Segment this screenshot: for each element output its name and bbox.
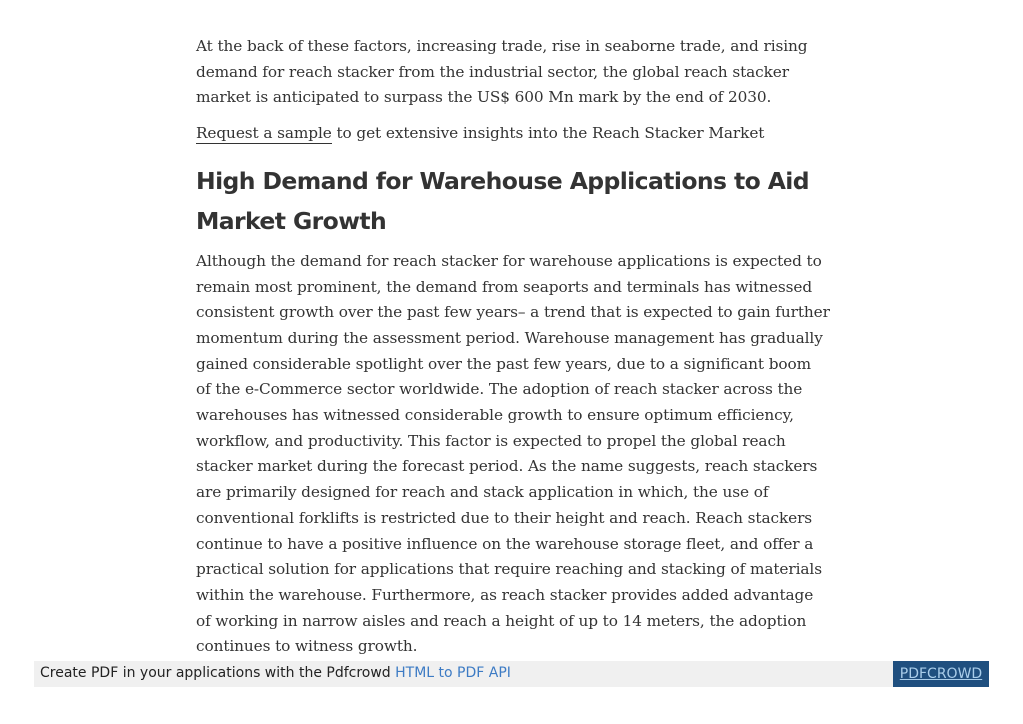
article — [196, 34, 830, 660]
pdfcrowd-badge[interactable]: PDFCROWD — [893, 661, 989, 687]
footer-label: Create PDF in your applications with the Pdfcrowd — [40, 665, 396, 681]
html-to-pdf-api-link[interactable]: HTML to PDF API — [395, 665, 511, 681]
section-heading: High Demand for Warehouse Applications to Aid Market Growth — [196, 166, 809, 235]
body-paragraph: Although the demand for reach stacker for warehouse applications is expected to remain most prominent, the demand from seaports and terminals has witnessed consistent growth over the past few years– a trend that is expected to gain further momentum during the assessment period. Warehouse management has gradually gained considerable spotlight over the past few years, due to a significant boom of the e-Commerce sector worldwide. The adoption of reach stacker across the warehouses has witnessed considerable growth to ensure optimum efficiency, workflow, and productivity. This factor is expected to propel the global reach stacker market during the forecast period. As the name suggests, reach stackers are primarily designed for reach and stack application in which, the use of conventional forklifts is restricted due to their height and reach. Reach stackers continue to have a positive influence on the warehouse storage fleet, and offer a practical solution for applications that require reaching and stacking of materials within the warehouse. Furthermore, as reach stacker provides added advantage of working in narrow aisles and reach a height of up to 14 meters, the adoption continues to witness growth. — [196, 251, 830, 656]
intro-paragraph: At the back of these factors, increasing trade, rise in seaborne trade, and rising demand for reach stacker from the industrial sector, the global reach stacker market is anticipated to surpass the US$ 600 Mn mark by the end of 2030. — [196, 37, 808, 107]
footer-text — [40, 665, 511, 681]
sample-request-line — [196, 121, 830, 147]
pdfcrowd-footer — [34, 661, 989, 687]
request-sample-link[interactable]: Request a sample — [196, 124, 332, 143]
sample-request-text: to get extensive insights into the Reach Stacker Market — [331, 124, 765, 143]
